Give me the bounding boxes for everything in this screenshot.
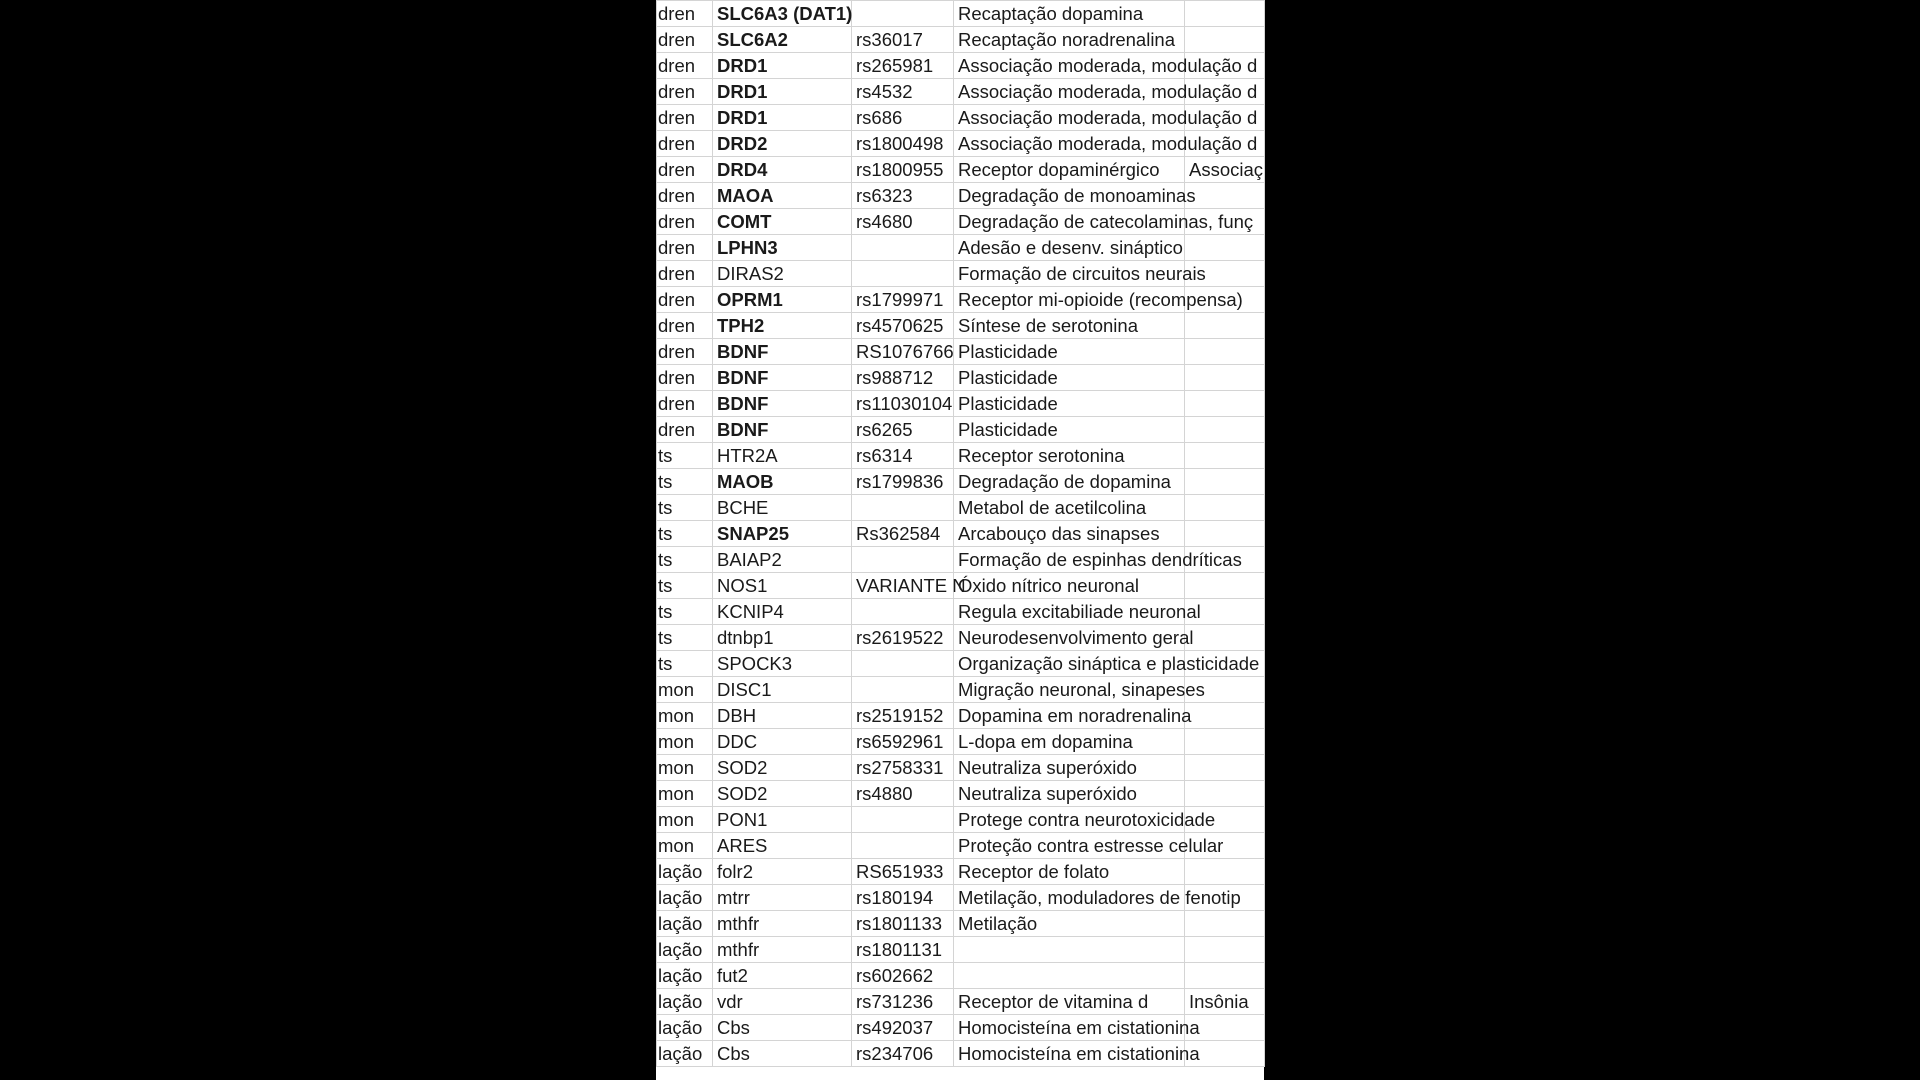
function-cell[interactable]: Óxido nítrico neuronal: [954, 573, 1185, 599]
function-cell[interactable]: Protege contra neurotoxicidade: [954, 807, 1185, 833]
extra-cell[interactable]: Associaç: [1185, 157, 1265, 183]
rs-cell[interactable]: Rs362584: [852, 521, 954, 547]
table-row: [657, 287, 1265, 313]
rs-cell[interactable]: rs1800498: [852, 131, 954, 157]
gene-cell[interactable]: TPH2: [713, 313, 852, 339]
table-row: [657, 781, 1265, 807]
rs-cell[interactable]: rs6314: [852, 443, 954, 469]
table-row: [657, 651, 1265, 677]
spreadsheet-viewport: [656, 0, 1264, 1080]
gene-cell[interactable]: NOS1: [713, 573, 852, 599]
table-row: [657, 625, 1265, 651]
extra-cell[interactable]: [1185, 703, 1265, 729]
extra-cell[interactable]: [1185, 963, 1265, 989]
rs-cell[interactable]: rs731236: [852, 989, 954, 1015]
rs-cell[interactable]: [852, 833, 954, 859]
function-cell[interactable]: Receptor serotonina: [954, 443, 1185, 469]
function-cell[interactable]: Plasticidade: [954, 391, 1185, 417]
gene-cell[interactable]: SNAP25: [713, 521, 852, 547]
group-cell[interactable]: lação: [657, 1041, 713, 1067]
group-cell[interactable]: ts: [657, 599, 713, 625]
extra-cell[interactable]: [1185, 859, 1265, 885]
table-row: [657, 911, 1265, 937]
gene-cell[interactable]: PON1: [713, 807, 852, 833]
function-cell[interactable]: Síntese de serotonina: [954, 313, 1185, 339]
gene-cell[interactable]: DRD1: [713, 53, 852, 79]
function-cell[interactable]: Arcabouço das sinapses: [954, 521, 1185, 547]
table-row: [657, 209, 1265, 235]
function-cell[interactable]: Recaptação dopamina: [954, 1, 1185, 27]
table-row: [657, 391, 1265, 417]
extra-cell[interactable]: [1185, 417, 1265, 443]
extra-cell[interactable]: [1185, 443, 1265, 469]
gene-cell[interactable]: SLC6A2: [713, 27, 852, 53]
gene-cell[interactable]: vdr: [713, 989, 852, 1015]
extra-cell[interactable]: [1185, 625, 1265, 651]
gene-cell[interactable]: LPHN3: [713, 235, 852, 261]
gene-cell[interactable]: DRD2: [713, 131, 852, 157]
function-cell[interactable]: Neutraliza superóxido: [954, 781, 1185, 807]
group-cell[interactable]: mon: [657, 703, 713, 729]
group-cell[interactable]: ts: [657, 625, 713, 651]
function-cell[interactable]: Proteção contra estresse celular: [954, 833, 1185, 859]
group-cell[interactable]: ts: [657, 547, 713, 573]
table-row: [657, 963, 1265, 989]
table-row: [657, 703, 1265, 729]
function-cell[interactable]: L-dopa em dopamina: [954, 729, 1185, 755]
function-cell[interactable]: Organização sináptica e plasticidade: [954, 651, 1185, 677]
gene-cell[interactable]: SOD2: [713, 755, 852, 781]
function-cell[interactable]: Adesão e desenv. sináptico: [954, 235, 1185, 261]
function-cell[interactable]: Associação moderada, modulação d: [954, 53, 1185, 79]
gene-cell[interactable]: KCNIP4: [713, 599, 852, 625]
extra-cell[interactable]: [1185, 729, 1265, 755]
table-row: [657, 1, 1265, 27]
table-row: [657, 79, 1265, 105]
gene-cell[interactable]: DRD1: [713, 79, 852, 105]
group-cell[interactable]: mon: [657, 677, 713, 703]
function-cell[interactable]: Migração neuronal, sinapeses: [954, 677, 1185, 703]
table-row: [657, 755, 1265, 781]
group-cell[interactable]: dren: [657, 105, 713, 131]
gene-cell[interactable]: OPRM1: [713, 287, 852, 313]
function-cell[interactable]: Degradação de monoaminas: [954, 183, 1185, 209]
table-row: [657, 547, 1265, 573]
extra-cell[interactable]: [1185, 27, 1265, 53]
function-cell[interactable]: Metilação, moduladores de fenotip: [954, 885, 1185, 911]
table-row: [657, 443, 1265, 469]
gene-cell[interactable]: DISC1: [713, 677, 852, 703]
table-row: [657, 885, 1265, 911]
extra-cell[interactable]: [1185, 937, 1265, 963]
rs-cell[interactable]: [852, 547, 954, 573]
rs-cell[interactable]: rs1799836: [852, 469, 954, 495]
gene-cell[interactable]: fut2: [713, 963, 852, 989]
rs-cell[interactable]: rs4570625: [852, 313, 954, 339]
gene-cell[interactable]: SLC6A3 (DAT1): [713, 1, 852, 27]
rs-cell[interactable]: rs686: [852, 105, 954, 131]
group-cell[interactable]: dren: [657, 79, 713, 105]
extra-cell[interactable]: [1185, 339, 1265, 365]
group-cell[interactable]: ts: [657, 495, 713, 521]
rs-cell[interactable]: rs4880: [852, 781, 954, 807]
group-cell[interactable]: mon: [657, 807, 713, 833]
table-row: [657, 131, 1265, 157]
extra-cell[interactable]: [1185, 911, 1265, 937]
function-cell[interactable]: Associação moderada, modulação d: [954, 131, 1185, 157]
table-row: [657, 495, 1265, 521]
gene-cell[interactable]: dtnbp1: [713, 625, 852, 651]
rs-cell[interactable]: rs234706: [852, 1041, 954, 1067]
group-cell[interactable]: mon: [657, 781, 713, 807]
rs-cell[interactable]: [852, 1, 954, 27]
function-cell[interactable]: Receptor de folato: [954, 859, 1185, 885]
table-row: [657, 53, 1265, 79]
extra-cell[interactable]: [1185, 469, 1265, 495]
rs-cell[interactable]: [852, 261, 954, 287]
rs-cell[interactable]: rs1801133: [852, 911, 954, 937]
rs-cell[interactable]: [852, 807, 954, 833]
function-cell[interactable]: Receptor de vitamina d: [954, 989, 1185, 1015]
group-cell[interactable]: dren: [657, 391, 713, 417]
rs-cell[interactable]: rs36017: [852, 27, 954, 53]
function-cell[interactable]: Receptor mi-opioide (recompensa): [954, 287, 1185, 313]
group-cell[interactable]: ts: [657, 469, 713, 495]
gene-cell[interactable]: mthfr: [713, 911, 852, 937]
table-row: [657, 417, 1265, 443]
gene-cell[interactable]: DRD4: [713, 157, 852, 183]
gene-cell[interactable]: BDNF: [713, 391, 852, 417]
gene-cell[interactable]: DBH: [713, 703, 852, 729]
extra-cell[interactable]: [1185, 521, 1265, 547]
table-row: [657, 157, 1265, 183]
rs-cell[interactable]: [852, 599, 954, 625]
group-cell[interactable]: mon: [657, 833, 713, 859]
extra-cell[interactable]: [1185, 313, 1265, 339]
table-row: [657, 1015, 1265, 1041]
table-row: [657, 261, 1265, 287]
extra-cell[interactable]: [1185, 183, 1265, 209]
extra-cell[interactable]: [1185, 495, 1265, 521]
table-row: [657, 105, 1265, 131]
extra-cell[interactable]: [1185, 573, 1265, 599]
group-cell[interactable]: dren: [657, 27, 713, 53]
extra-cell[interactable]: [1185, 391, 1265, 417]
function-cell[interactable]: Plasticidade: [954, 365, 1185, 391]
function-cell[interactable]: Dopamina em noradrenalina: [954, 703, 1185, 729]
gene-cell[interactable]: DRD1: [713, 105, 852, 131]
function-cell[interactable]: Degradação de catecolaminas, funç: [954, 209, 1185, 235]
gene-cell[interactable]: SOD2: [713, 781, 852, 807]
group-cell[interactable]: ts: [657, 651, 713, 677]
rs-cell[interactable]: rs1801131: [852, 937, 954, 963]
group-cell[interactable]: ts: [657, 443, 713, 469]
rs-cell[interactable]: rs1800955: [852, 157, 954, 183]
rs-cell[interactable]: rs2519152: [852, 703, 954, 729]
rs-cell[interactable]: rs4680: [852, 209, 954, 235]
table-row: [657, 599, 1265, 625]
gene-table: [656, 0, 1265, 1067]
gene-cell[interactable]: folr2: [713, 859, 852, 885]
gene-cell[interactable]: Cbs: [713, 1015, 852, 1041]
group-cell[interactable]: dren: [657, 417, 713, 443]
rs-cell[interactable]: rs2619522: [852, 625, 954, 651]
rs-cell[interactable]: rs1799971: [852, 287, 954, 313]
function-cell[interactable]: Degradação de dopamina: [954, 469, 1185, 495]
gene-cell[interactable]: BDNF: [713, 365, 852, 391]
group-cell[interactable]: ts: [657, 573, 713, 599]
table-row: [657, 313, 1265, 339]
extra-cell[interactable]: [1185, 235, 1265, 261]
group-cell[interactable]: lação: [657, 911, 713, 937]
function-cell[interactable]: Receptor dopaminérgico: [954, 157, 1185, 183]
rs-cell[interactable]: [852, 677, 954, 703]
rs-cell[interactable]: rs988712: [852, 365, 954, 391]
function-cell[interactable]: Regula excitabiliade neuronal: [954, 599, 1185, 625]
group-cell[interactable]: dren: [657, 339, 713, 365]
group-cell[interactable]: mon: [657, 729, 713, 755]
gene-cell[interactable]: BDNF: [713, 339, 852, 365]
function-cell[interactable]: [954, 937, 1185, 963]
rs-cell[interactable]: rs180194: [852, 885, 954, 911]
table-row: [657, 807, 1265, 833]
group-cell[interactable]: ts: [657, 521, 713, 547]
table-row: [657, 339, 1265, 365]
group-cell[interactable]: lação: [657, 859, 713, 885]
table-row: [657, 365, 1265, 391]
gene-cell[interactable]: SPOCK3: [713, 651, 852, 677]
extra-cell[interactable]: [1185, 755, 1265, 781]
gene-cell[interactable]: BAIAP2: [713, 547, 852, 573]
rs-cell[interactable]: rs11030104: [852, 391, 954, 417]
function-cell[interactable]: Neutraliza superóxido: [954, 755, 1185, 781]
rs-cell[interactable]: VARIANTE N: [852, 573, 954, 599]
gene-cell[interactable]: BCHE: [713, 495, 852, 521]
group-cell[interactable]: mon: [657, 755, 713, 781]
gene-cell[interactable]: HTR2A: [713, 443, 852, 469]
gene-table-body: [657, 0, 1265, 1067]
gene-cell[interactable]: BDNF: [713, 417, 852, 443]
group-cell[interactable]: lação: [657, 885, 713, 911]
group-cell[interactable]: lação: [657, 963, 713, 989]
gene-cell[interactable]: MAOB: [713, 469, 852, 495]
table-row: [657, 469, 1265, 495]
function-cell[interactable]: Associação moderada, modulação d: [954, 79, 1185, 105]
table-row: [657, 989, 1265, 1015]
group-cell[interactable]: dren: [657, 287, 713, 313]
table-row: [657, 521, 1265, 547]
function-cell[interactable]: Metilação: [954, 911, 1185, 937]
function-cell[interactable]: Formação de circuitos neurais: [954, 261, 1185, 287]
group-cell[interactable]: dren: [657, 261, 713, 287]
rs-cell[interactable]: rs6323: [852, 183, 954, 209]
gene-cell[interactable]: mthfr: [713, 937, 852, 963]
rs-cell[interactable]: rs2758331: [852, 755, 954, 781]
group-cell[interactable]: dren: [657, 131, 713, 157]
gene-cell[interactable]: ARES: [713, 833, 852, 859]
group-cell[interactable]: lação: [657, 989, 713, 1015]
extra-cell[interactable]: [1185, 365, 1265, 391]
table-row: [657, 183, 1265, 209]
function-cell[interactable]: Plasticidade: [954, 417, 1185, 443]
group-cell[interactable]: dren: [657, 1, 713, 27]
group-cell[interactable]: lação: [657, 937, 713, 963]
group-cell[interactable]: lação: [657, 1015, 713, 1041]
gene-cell[interactable]: DDC: [713, 729, 852, 755]
group-cell[interactable]: dren: [657, 157, 713, 183]
table-row: [657, 677, 1265, 703]
extra-cell[interactable]: Insônia: [1185, 989, 1265, 1015]
gene-cell[interactable]: MAOA: [713, 183, 852, 209]
rs-cell[interactable]: rs602662: [852, 963, 954, 989]
function-cell[interactable]: Plasticidade: [954, 339, 1185, 365]
rs-cell[interactable]: RS1076766: [852, 339, 954, 365]
function-cell[interactable]: Homocisteína em cistationina: [954, 1015, 1185, 1041]
rs-cell[interactable]: rs6592961: [852, 729, 954, 755]
group-cell[interactable]: dren: [657, 53, 713, 79]
rs-cell[interactable]: rs492037: [852, 1015, 954, 1041]
group-cell[interactable]: dren: [657, 365, 713, 391]
rs-cell[interactable]: rs6265: [852, 417, 954, 443]
function-cell[interactable]: [954, 963, 1185, 989]
extra-cell[interactable]: [1185, 781, 1265, 807]
gene-cell[interactable]: COMT: [713, 209, 852, 235]
table-row: [657, 235, 1265, 261]
table-row: [657, 573, 1265, 599]
gene-cell[interactable]: Cbs: [713, 1041, 852, 1067]
function-cell[interactable]: Homocisteína em cistationina: [954, 1041, 1185, 1067]
function-cell[interactable]: Formação de espinhas dendríticas: [954, 547, 1185, 573]
function-cell[interactable]: Recaptação noradrenalina: [954, 27, 1185, 53]
group-cell[interactable]: dren: [657, 313, 713, 339]
rs-cell[interactable]: rs265981: [852, 53, 954, 79]
gene-cell[interactable]: DIRAS2: [713, 261, 852, 287]
table-row: [657, 729, 1265, 755]
group-cell[interactable]: dren: [657, 235, 713, 261]
group-cell[interactable]: dren: [657, 183, 713, 209]
rs-cell[interactable]: [852, 651, 954, 677]
gene-cell[interactable]: mtrr: [713, 885, 852, 911]
table-row: [657, 1041, 1265, 1067]
function-cell[interactable]: Metabol de acetilcolina: [954, 495, 1185, 521]
extra-cell[interactable]: [1185, 1, 1265, 27]
rs-cell[interactable]: RS651933: [852, 859, 954, 885]
table-row: [657, 833, 1265, 859]
table-row: [657, 937, 1265, 963]
rs-cell[interactable]: [852, 235, 954, 261]
rs-cell[interactable]: [852, 495, 954, 521]
function-cell[interactable]: Associação moderada, modulação d: [954, 105, 1185, 131]
rs-cell[interactable]: rs4532: [852, 79, 954, 105]
table-row: [657, 859, 1265, 885]
function-cell[interactable]: Neurodesenvolvimento geral: [954, 625, 1185, 651]
group-cell[interactable]: dren: [657, 209, 713, 235]
table-row: [657, 27, 1265, 53]
